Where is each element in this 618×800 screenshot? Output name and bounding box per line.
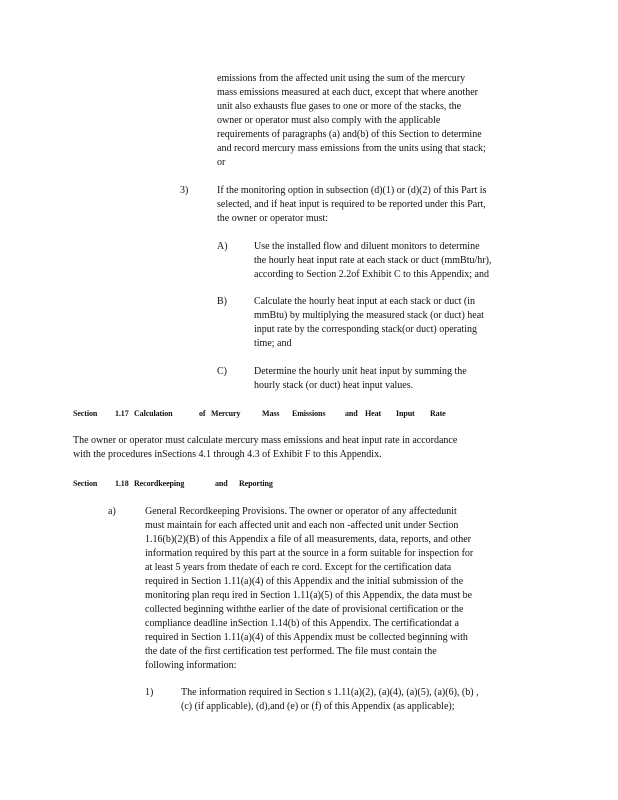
list-marker-A: A)	[217, 241, 228, 252]
list-marker-B: B)	[217, 296, 227, 307]
list-marker-C: C)	[217, 366, 227, 377]
text-line: monitoring plan requ ired in Section 1.11(a)(5) of this Appendix, the data must be	[145, 590, 473, 601]
text-line: owner or operator must also comply with the applicable	[217, 115, 441, 126]
heading-word: Emissions	[292, 409, 326, 418]
text-line: If the monitoring option in subsection (d)(1) or (d)(2) of this Part is	[217, 185, 487, 196]
text-line: collected beginning withthe earlier of the date of provisional certification or the	[145, 604, 464, 615]
text-line: according to Section 2.2of Exhibit C to this Appendix; and	[254, 269, 489, 280]
text-line: must maintain for each affected unit and each non -affected unit under Section	[145, 520, 459, 531]
item-1-paragraph	[181, 686, 533, 714]
text-line: The owner or operator must calculate mercury mass emissions and heat input rate in accordance	[73, 435, 458, 446]
heading-word: Mass	[262, 409, 280, 418]
heading-word: Calculation	[134, 409, 173, 418]
text-line: hourly stack (or duct) heat input values.	[254, 380, 414, 391]
text-line: compliance deadline inSection 1.14(b) of this Appendix. The certificationdat a	[145, 618, 459, 629]
item-3-paragraph	[217, 184, 542, 226]
text-line: mmBtu) by multiplying the measured stack (or duct) heat	[254, 310, 484, 321]
heading-word: Recordkeeping	[134, 479, 185, 488]
text-line: input rate by the corresponding stack(or duct) operating	[254, 324, 477, 335]
section-1-17-paragraph	[73, 434, 525, 462]
list-marker-a: a)	[108, 506, 116, 517]
text-line: required in Section 1.11(a)(4) of this Appendix must be collected beginning with	[145, 632, 468, 643]
section-number: 1.17	[115, 409, 129, 418]
sub-item-B-paragraph	[254, 295, 528, 351]
heading-word: and	[345, 409, 358, 418]
text-line: required in Section 1.11(a)(4) of this Appendix and the initial submission of the	[145, 576, 464, 587]
text-line: following information:	[145, 660, 237, 671]
text-line: or	[217, 157, 226, 168]
heading-word: Rate	[430, 409, 446, 418]
section-label: Section	[73, 409, 98, 418]
text-line: at least 5 years from thedate of each re cord. Except for the certification data	[145, 562, 452, 573]
heading-word: of	[199, 409, 206, 418]
item-a-paragraph	[145, 505, 539, 673]
text-line: Determine the hourly unit heat input by summing the	[254, 366, 467, 377]
text-line: the owner or operator must:	[217, 213, 329, 224]
text-line: requirements of paragraphs (a) and(b) of this Section to determine	[217, 129, 482, 140]
sub-item-C-paragraph	[254, 365, 509, 393]
text-line: mass emissions measured at each duct, except that where another	[217, 87, 479, 98]
text-line: (c) (if applicable), (d),and (e) or (f) of this Appendix (as applicable);	[181, 701, 455, 712]
section-label: Section	[73, 479, 98, 488]
heading-word: Heat	[365, 409, 382, 418]
heading-word: Mercury	[211, 409, 241, 418]
section-number: 1.18	[115, 479, 129, 488]
text-line: The information required in Section s 1.11(a)(2), (a)(4), (a)(5), (a)(6), (b) ,	[181, 687, 479, 698]
section-1-18-heading	[73, 479, 373, 489]
text-line: with the procedures inSections 4.1 through 4.3 of Exhibit F to this Appendix.	[73, 449, 382, 460]
text-line: emissions from the affected unit using the sum of the mercury	[217, 73, 466, 84]
heading-word: and	[215, 479, 228, 488]
text-line: information required by this part at the source in a form suitable for inspection for	[145, 548, 474, 559]
text-line: selected, and if heat input is required to be reported under this Part,	[217, 199, 486, 210]
continuation-paragraph	[217, 72, 529, 170]
section-1-17-heading	[73, 409, 473, 419]
text-line: and record mercury mass emissions from the units using that stack;	[217, 143, 486, 154]
list-marker-3: 3)	[180, 185, 189, 196]
text-line: time; and	[254, 338, 292, 349]
text-line: Use the installed flow and diluent monitors to determine	[254, 241, 480, 252]
heading-word: Reporting	[239, 479, 273, 488]
text-line: the date of the first certification test performed. The file must contain the	[145, 646, 437, 657]
text-line: 1.16(b)(2)(B) of this Appendix a file of all measurements, data, reports, and other	[145, 534, 472, 545]
text-line: the hourly heat input rate at each stack or duct (mmBtu/hr),	[254, 255, 492, 266]
list-marker-1: 1)	[145, 687, 154, 698]
text-line: unit also exhausts flue gases to one or more of the stacks, the	[217, 101, 462, 112]
heading-word: Input	[396, 409, 415, 418]
text-line: General Recordkeeping Provisions. The owner or operator of any affectedunit	[145, 506, 457, 517]
text-line: Calculate the hourly heat input at each stack or duct (in	[254, 296, 476, 307]
sub-item-A-paragraph	[254, 240, 534, 282]
